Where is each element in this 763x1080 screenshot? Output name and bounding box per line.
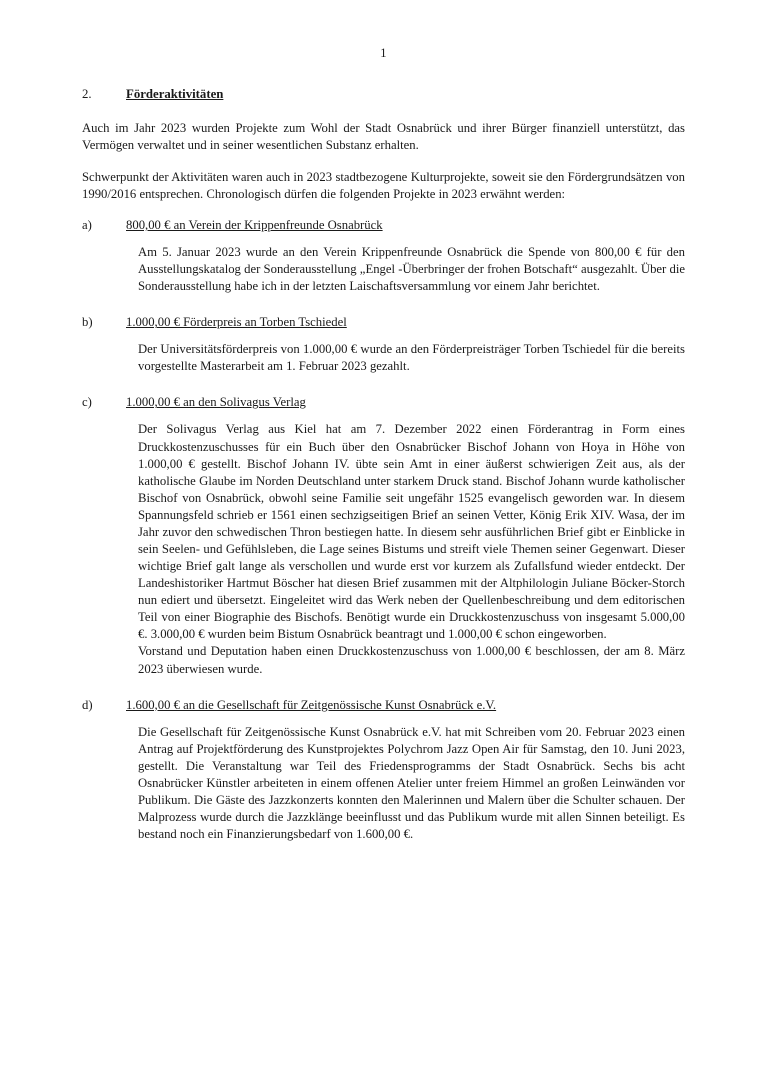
item-marker-b: b): [82, 315, 93, 330]
item-body-d: [82, 724, 685, 844]
page-number: 1: [380, 46, 387, 60]
intro-paragraph-1: Auch im Jahr 2023 wurden Projekte zum Wohl der Stadt Osnabrück und ihrer Bürger finanziell unterstützt, das Vermögen verwaltet und in seiner wesentlichen Substanz erhalten.: [82, 121, 685, 153]
item-heading-b: [82, 315, 685, 330]
item-body-a: [82, 244, 685, 295]
item-paragraph: Am 5. Januar 2023 wurde an den Verein Krippenfreunde Osnabrück die Spende von 800,00 € für den Ausstellungskatalog der Sonderausstellung „Engel -Überbringer der frohen Botschaft“ ausgezahlt. Über die Sonderausstellung habe ich in der letzten Laischaftsversammlung vor einem Jahr berichtet.: [138, 245, 685, 294]
item-title-b: 1.000,00 € Förderpreis an Torben Tschiedel: [126, 315, 347, 330]
section-title: Förderaktivitäten: [126, 87, 224, 101]
item-heading-c: [82, 395, 685, 410]
section-heading: [82, 87, 685, 102]
item-paragraph: Der Solivagus Verlag aus Kiel hat am 7. Dezember 2022 einen Förderantrag in Form eines Druckkostenzuschusses für ein Buch über den Osnabrücker Bischof Johann von Hoya in Höhe von 1.000,00 € gestellt. Bischof Johann IV. übte sein Amt in einer äußerst schwierigen Zeit aus, als der katholische Glaube im Norden Deutschland unter starkem Druck stand. Bischof Johann wurde katholischer Bischof von Osnabrück, obwohl seine Familie seit ungefähr 1525 evangelisch geworden war. In diesem Spannungsfeld schrieb er 1561 einen sechzigseitigen Brief an seinen Vetter, König Erik XIV. Wasa, der im Jahr zuvor den schwedischen Thron bestiegen hatte. In diesem sehr ausführlichen Brief gibt er Einblicke in sein Seelen- und Gefühlsleben, die Lage seines Bistums und streift viele Themen seiner Gegenwart. Dieser wichtige Brief galt lange als verschollen und wurde erst vor kurzem als Zufallsfund wieder entdeckt. Der Landeshistoriker Hartmut Böscher hat diesen Brief zusammen mit der Altphilologin Juliane Böcker-Storch nun ediert und übersetzt. Eingeleitet wird das Werk neben der Quellenbeschreibung und dem editorischen Teil von einer Biographie des Bischofs. Benötigt wurde ein Druckkostenzuschuss von insgesamt 5.000,00 €. 3.000,00 € wurden beim Bistum Osnabrück beantragt und 1.000,00 € schon eingeworben.: [138, 422, 685, 642]
item-title-d: 1.600,00 € an die Gesellschaft für Zeitgenössische Kunst Osnabrück e.V.: [126, 697, 497, 712]
item-title-c: 1.000,00 € an den Solivagus Verlag: [126, 395, 306, 410]
item-body-b: [82, 341, 685, 375]
section-marker: 2.: [82, 87, 92, 101]
item-paragraph: Der Universitätsförderpreis von 1.000,00 € wurde an den Förderpreisträger Torben Tschiedel für die bereits vorgestellte Masterarbeit am 1. Februar 2023 gezahlt.: [138, 342, 685, 374]
list-item: [82, 698, 685, 844]
list-item: [82, 395, 685, 677]
item-body-c: [82, 421, 685, 677]
intro-paragraph-2: Schwerpunkt der Aktivitäten waren auch in 2023 stadtbezogene Kulturprojekte, soweit sie den Fördergrundsätzen von 1990/2016 entsprechen. Chronologisch dürfen die folgenden Projekte in 2023 erwähnt werden:: [82, 170, 685, 202]
list-item: [82, 218, 685, 295]
item-marker-d: d): [82, 697, 93, 712]
item-title-a: 800,00 € an Verein der Krippenfreunde Osnabrück: [126, 218, 383, 233]
item-marker-c: c): [82, 395, 92, 410]
item-paragraph: Vorstand und Deputation haben einen Druckkostenzuschuss von 1.000,00 € beschlossen, der am 8. März 2023 überwiesen wurde.: [138, 644, 685, 676]
item-heading-d: [82, 698, 685, 713]
item-paragraph: Die Gesellschaft für Zeitgenössische Kunst Osnabrück e.V. hat mit Schreiben vom 20. Februar 2023 einen Antrag auf Projektförderung des Kunstprojektes Polychrom Jazz Open Air für Samstag, den 10. Juni 2023, gestellt. Die Veranstaltung war Teil des Friedensprogramms der Stadt Osnabrück. Sechs bis acht Osnabrücker Künstler arbeiteten in einem offenen Atelier unter freiem Himmel an großen Leinwänden vor Publikum. Die Gäste des Jazzkonzerts konnten den Malerinnen und Malern über die Schulter schauen. Der Malprozess wurde durch die Jazzklänge beeinflusst und das Publikum wurde mit allen Sinnen beteiligt. Es bestand noch ein Finanzierungsbedarf von 1.600,00 €.: [138, 724, 685, 842]
list-item: [82, 315, 685, 375]
item-marker-a: a): [82, 218, 92, 233]
item-heading-a: [82, 218, 685, 233]
